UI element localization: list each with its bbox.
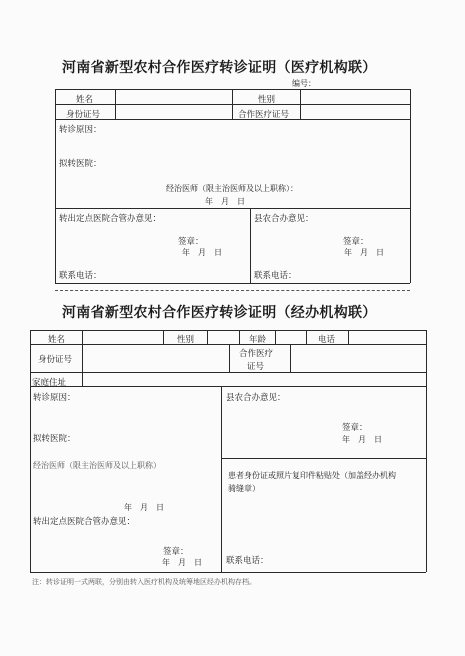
form2-border-top (30, 330, 426, 331)
form1-doctor-date: 年 月 日 (205, 197, 245, 206)
form2-target-hospital-label: 拟转医院： (33, 434, 76, 444)
form2-id-field[interactable] (84, 346, 228, 371)
form2-coop-id-label-line1: 合作医疗 (239, 349, 274, 359)
form2-photo-note: 患者身份证或照片复印件粘贴处（加盖经办机构骑缝章） (228, 471, 396, 493)
form2-split-line (221, 458, 426, 459)
form2-county-seal-label: 签章： (342, 423, 368, 433)
form1-hospital-opinion-label: 转出定点医院合管办意见： (59, 214, 162, 224)
form2-id-label: 身份证号 (38, 355, 73, 365)
form1-row-line (55, 119, 410, 120)
form2-col-line (163, 330, 164, 344)
form1-county-seal-label: 签章： (343, 237, 369, 247)
form2-gender-label: 性别 (177, 335, 195, 345)
form1-target-hospital-label: 拟转医院： (59, 159, 102, 169)
form1-number-label: 编号： (292, 79, 316, 88)
form2-hospital-opinion-label: 转出定点医院合管办意见： (33, 517, 136, 527)
form2-phone-field[interactable] (349, 332, 425, 343)
form2-border-right (426, 330, 427, 572)
form1-border-left (55, 89, 56, 283)
form1-hospital-seal-date: 年 月 日 (182, 248, 222, 257)
form1-coop-id-label: 合作医疗证号 (238, 110, 290, 120)
form2-col-line (229, 344, 230, 372)
tear-line (55, 290, 410, 291)
form2-col-line (306, 330, 307, 344)
form1-county-opinion-label: 县农合办意见： (254, 214, 314, 224)
form1-county-phone-label: 联系电话： (254, 271, 297, 281)
form1-doctor-label: 经治医师（限主治医师及以上职称）： (166, 184, 298, 193)
form2-gender-field[interactable] (208, 332, 238, 343)
form2-hospital-seal-label: 签章： (163, 547, 189, 557)
form2-col-line (221, 386, 222, 572)
form2-age-field[interactable] (276, 332, 305, 343)
form1-hospital-seal-label: 签章： (178, 237, 204, 247)
footnote: 注：转诊证明一式两联，分别由转入医疗机构及统筹地区经办机构存档。 (32, 578, 256, 586)
form2-border-left (30, 330, 31, 572)
form2-phone-label: 联系电话： (226, 556, 269, 566)
form2-name-field[interactable] (84, 332, 162, 343)
form1-row-line (55, 208, 410, 209)
form1-reason-label: 转诊原因： (59, 125, 102, 135)
form2-age-label: 年龄 (249, 335, 267, 345)
form1-border-bottom (55, 283, 410, 284)
form2-coop-id-field[interactable] (291, 346, 425, 371)
form2-phone-col-label: 电话 (318, 335, 336, 345)
form1-coop-id-field[interactable] (301, 106, 409, 119)
form2-address-field[interactable] (84, 374, 425, 385)
form2-reason-label: 转诊原因： (33, 393, 76, 403)
form1-name-label: 姓名 (76, 95, 94, 105)
form1-hospital-phone-label: 联系电话： (59, 271, 102, 281)
form2-county-seal-date: 年 月 日 (342, 435, 382, 444)
form2-coop-id-label-line2: 证号 (247, 362, 265, 372)
form1-col-line (232, 89, 233, 119)
form1-id-field[interactable] (116, 106, 231, 119)
form2-row-line (30, 344, 426, 345)
form2-county-opinion-label: 县农合办意见： (226, 393, 286, 403)
form2-hospital-seal-date: 年 月 日 (162, 558, 202, 567)
form2-doctor-label: 经治医师（限主治医师及以上职称） (33, 461, 161, 470)
form1-id-label: 身份证号 (66, 110, 101, 120)
form2-col-line (239, 330, 240, 344)
form1-col-line (250, 208, 251, 283)
form1-gender-field[interactable] (301, 91, 409, 104)
form2-doctor-date: 年 月 日 (124, 503, 164, 512)
form1-border-right (410, 89, 411, 283)
form2-name-label: 姓名 (48, 335, 66, 345)
form2-title: 河南省新型农村合作医疗转诊证明（经办机构联） (62, 305, 377, 321)
form2-border-bottom (30, 572, 426, 573)
form1-title: 河南省新型农村合作医疗转诊证明（医疗机构联） (62, 60, 377, 76)
form2-col-line (82, 330, 83, 386)
form1-gender-label: 性别 (258, 95, 276, 105)
form2-row-line (30, 372, 426, 373)
form1-name-field[interactable] (116, 91, 231, 104)
form2-address-label: 家庭住址 (32, 378, 67, 388)
form1-county-seal-date: 年 月 日 (344, 248, 384, 257)
form2-row-line (30, 386, 426, 387)
